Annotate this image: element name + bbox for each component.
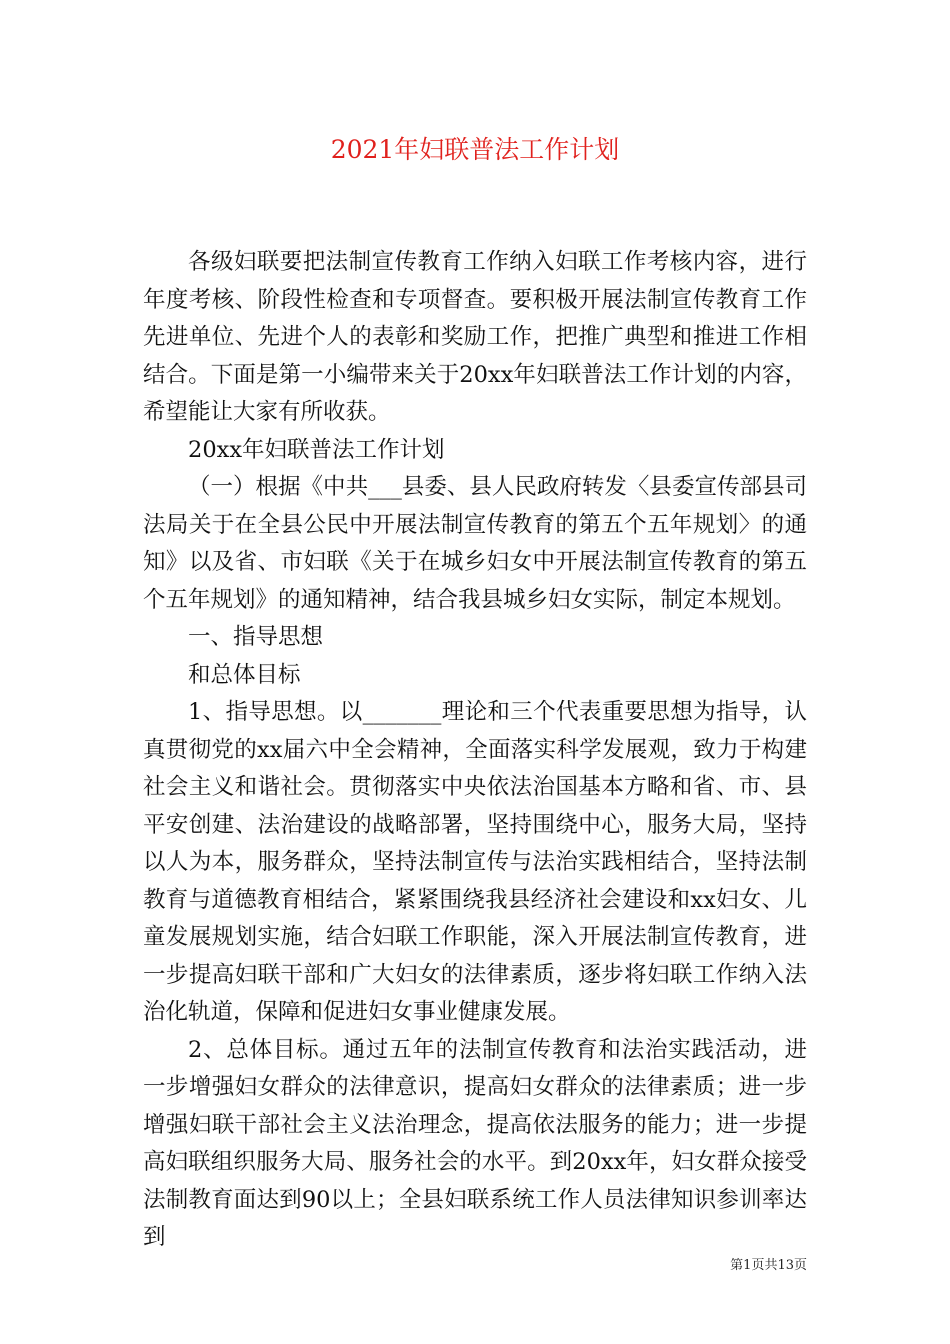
paragraph-basis: （一）根据《中共___县委、县人民政府转发〈县委宣传部县司法局关于在全县公民中开展法制宣传教育的第五个五年规划〉的通知》以及省、市妇联《关于在城乡妇女中开展法制宣传教育的第五个五年规划》的通知精神，结合我县城乡妇女实际，制定本规划。 xyxy=(143,474,807,613)
page-number: 第1页共13页 xyxy=(730,1258,807,1273)
section-heading-continued: 和总体目标 xyxy=(188,661,301,688)
paragraph-overall-goal: 2、总体目标。通过五年的法制宣传教育和法治实践活动，进一步增强妇女群众的法律意识，提高妇女群众的法律素质；进一步增强妇联干部社会主义法治理念，提高依法服务的能力；进一步提高妇联组织服务大局、服务社会的水平。到20xx年，妇女群众接受法制教育面达到90以上；全县妇联系统工作人员法律知识参训率达到 xyxy=(143,1036,807,1250)
paragraph-subtitle: 20xx年妇联普法工作计划 xyxy=(188,436,445,463)
section-heading: 一、指导思想 xyxy=(188,624,324,650)
paragraph-intro: 各级妇联要把法制宣传教育工作纳入妇联工作考核内容，进行年度考核、阶段性检查和专项督查。要积极开展法制宣传教育工作先进单位、先进个人的表彰和奖励工作，把推广典型和推进工作相结合。下面是第一小编带来关于20xx年妇联普法工作计划的内容，希望能让大家有所收获。 xyxy=(143,249,807,425)
document-body xyxy=(143,244,807,1257)
document-title: 2021年妇联普法工作计划 xyxy=(330,135,620,164)
paragraph-guiding-ideology: 1、指导思想。以_______理论和三个代表重要思想为指导，认真贯彻党的xx届六中全会精神，全面落实科学发展观，致力于构建社会主义和谐社会。贯彻落实中央依法治国基本方略和省、市、县平安创建、法治建设的战略部署，坚持围绕中心，服务大局，坚持以人为本，服务群众，坚持法制宣传与法治实践相结合，坚持法制教育与道德教育相结合，紧紧围绕我县经济社会建设和xx妇女、儿童发展规划实施，结合妇联工作职能，深入开展法制宣传教育，进一步提高妇联干部和广大妇女的法律素质，逐步将妇联工作纳入法治化轨道，保障和促进妇女事业健康发展。 xyxy=(143,699,807,1025)
